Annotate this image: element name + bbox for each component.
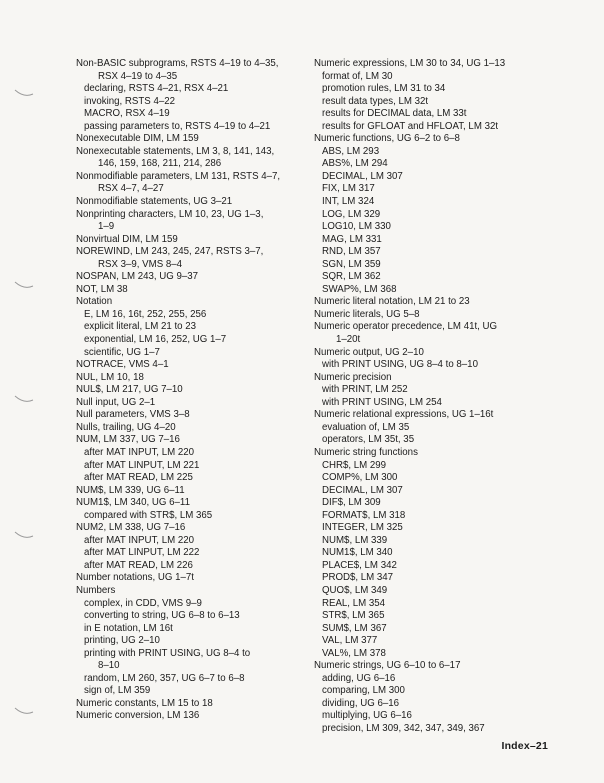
index-entry: Nonprinting characters, LM 10, 23, UG 1–3, [76,208,264,220]
index-subentry: INTEGER, LM 325 [322,522,403,534]
index-subentry: after MAT INPUT, LM 220 [84,534,195,546]
index-subentry: ABS%, LM 294 [322,158,388,170]
index-entry: NOREWIND, LM 243, 245, 247, RSTS 3–7, [76,246,264,258]
index-subentry: LOG10, LM 330 [322,221,391,233]
index-entry: Number notations, UG 1–7t [76,572,194,584]
index-subentry: sign of, LM 359 [84,685,151,697]
margin-mark [14,280,34,292]
index-subentry: VAL, LM 377 [322,635,378,647]
index-entry: NUL$, LM 217, UG 7–10 [76,384,183,396]
index-entry: Numeric expressions, LM 30 to 34, UG 1–13 [314,58,506,69]
index-subentry: with PRINT USING, LM 254 [322,396,442,408]
index-subentry: with PRINT USING, UG 8–4 to 8–10 [322,359,478,371]
index-entry: Numbers [76,584,116,596]
index-entry: Null parameters, VMS 3–8 [76,409,190,421]
index-entry: Nonexecutable statements, LM 3, 8, 141, 143, [76,145,275,157]
index-subentry: CHR$, LM 299 [322,459,387,471]
index-subentry: SUM$, LM 367 [322,622,387,634]
index-entry: Non-BASIC subprograms, RSTS 4–19 to 4–35, [76,58,279,69]
index-subentry: after MAT INPUT, LM 220 [84,446,195,458]
index-subentry: NUM1$, LM 340 [322,547,393,559]
index-subentry: DECIMAL, LM 307 [322,484,403,496]
index-entry: Numeric precision [314,371,392,383]
index-entry: Numeric operator precedence, LM 41t, UG [314,321,498,333]
index-entry: NUM1$, LM 340, UG 6–11 [76,497,190,509]
index-subentry: after MAT READ, LM 226 [84,559,193,571]
index-subentry: with PRINT, LM 252 [322,384,408,396]
margin-mark [14,88,34,100]
index-subentry: evaluation of, LM 35 [322,421,410,433]
index-subentry: 8–10 [98,660,120,672]
index-entry: NUM, LM 337, UG 7–16 [76,434,180,446]
index-subentry: DIF$, LM 309 [322,497,381,509]
index-entry: NUL, LM 10, 18 [76,371,144,383]
index-subentry: after MAT LINPUT, LM 222 [84,547,200,559]
index-subentry: MACRO, RSX 4–19 [84,108,170,120]
index-subentry: LOG, LM 329 [322,208,381,220]
index-entry: NUM2, LM 338, UG 7–16 [76,522,186,534]
index-subentry: RSX 3–9, VMS 8–4 [98,258,183,270]
index-subentry: SQR, LM 362 [322,271,381,283]
index-subentry: dividing, UG 6–16 [322,697,400,709]
index-entry: NOT, LM 38 [76,283,128,295]
index-subentry: STR$, LM 365 [322,610,385,622]
index-subentry: converting to string, UG 6–8 to 6–13 [84,610,240,622]
index-subentry: printing, UG 2–10 [84,635,160,647]
index-subentry: INT, LM 324 [322,196,375,208]
index-entry: Numeric functions, UG 6–2 to 6–8 [314,133,460,145]
index-subentry: FORMAT$, LM 318 [322,509,406,521]
index-subentry: PROD$, LM 347 [322,572,394,584]
index-subentry: SWAP%, LM 368 [322,283,397,295]
index-entry: Numeric literals, UG 5–8 [314,308,420,320]
index-subentry: COMP%, LM 300 [322,472,398,484]
index-entry: Numeric string functions [314,446,418,458]
index-entry: Notation [76,296,113,308]
index-entry: Numeric conversion, LM 136 [76,710,200,722]
index-subentry: complex, in CDD, VMS 9–9 [84,597,202,609]
page-number: Index–21 [501,740,548,752]
index-subentry: printing with PRINT USING, UG 8–4 to [84,647,251,659]
index-subentry: results for GFLOAT and HFLOAT, LM 32t [322,120,499,132]
index-subentry: FIX, LM 317 [322,183,375,195]
index-subentry: E, LM 16, 16t, 252, 255, 256 [84,308,207,320]
index-subentry: after MAT READ, LM 225 [84,472,193,484]
index-subentry: precision, LM 309, 342, 347, 349, 367 [322,722,485,734]
index-subentry: REAL, LM 354 [322,597,386,609]
index-entry: Numeric constants, LM 15 to 18 [76,697,213,709]
index-subentry: adding, UG 6–16 [322,672,396,684]
index-subentry: declaring, RSTS 4–21, RSX 4–21 [84,83,229,95]
index-subentry: NUM$, LM 339 [322,534,388,546]
index-entry: Numeric output, UG 2–10 [314,346,424,358]
index-entry: Numeric relational expressions, UG 1–16t [314,409,494,421]
index-subentry: RSX 4–19 to 4–35 [98,70,178,82]
index-subentry: compared with STR$, LM 365 [84,509,213,521]
index-subentry: random, LM 260, 357, UG 6–7 to 6–8 [84,672,245,684]
index-subentry: MAG, LM 331 [322,233,382,245]
index-entry: Nulls, trailing, UG 4–20 [76,421,176,433]
margin-mark [14,706,34,718]
index-subentry: multiplying, UG 6–16 [322,710,412,722]
index-entry: Nonvirtual DIM, LM 159 [76,233,178,245]
index-entry: Nonmodifiable parameters, LM 131, RSTS 4–7, [76,170,281,182]
index-subentry: passing parameters to, RSTS 4–19 to 4–21 [84,120,271,132]
index-subentry: operators, LM 35t, 35 [322,434,415,446]
index-subentry: invoking, RSTS 4–22 [84,95,176,107]
index-subentry: result data types, LM 32t [322,95,429,107]
index-column-right [314,58,564,736]
index-subentry: 1–9 [98,221,115,233]
index-subentry: format of, LM 30 [322,70,393,82]
index-subentry: ABS, LM 293 [322,145,380,157]
index-entry: Null input, UG 2–1 [76,396,156,408]
index-entry: NUM$, LM 339, UG 6–11 [76,484,185,496]
index-subentry: in E notation, LM 16t [84,622,173,634]
index-entry: NOTRACE, VMS 4–1 [76,359,169,371]
index-subentry: SGN, LM 359 [322,258,381,270]
index-subentry: scientific, UG 1–7 [84,346,160,358]
index-subentry: comparing, LM 300 [322,685,405,697]
index-entry: Nonexecutable DIM, LM 159 [76,133,199,145]
index-column-left [76,58,308,723]
index-subentry: PLACE$, LM 342 [322,559,397,571]
index-subentry: results for DECIMAL data, LM 33t [322,108,467,120]
index-entry: Numeric strings, UG 6–10 to 6–17 [314,660,461,672]
index-subentry: exponential, LM 16, 252, UG 1–7 [84,334,227,346]
index-subentry: explicit literal, LM 21 to 23 [84,321,196,333]
index-subentry: DECIMAL, LM 307 [322,170,403,182]
index-entry: NOSPAN, LM 243, UG 9–37 [76,271,199,283]
index-subentry: after MAT LINPUT, LM 221 [84,459,200,471]
index-entry: Nonmodifiable statements, UG 3–21 [76,196,233,208]
index-subentry: QUO$, LM 349 [322,584,388,596]
index-subentry: 1–20t [336,334,361,346]
margin-mark [14,394,34,406]
index-subentry: RSX 4–7, 4–27 [98,183,164,195]
index-subentry: RND, LM 357 [322,246,381,258]
index-subentry: promotion rules, LM 31 to 34 [322,83,446,95]
index-entry: Numeric literal notation, LM 21 to 23 [314,296,470,308]
index-subentry: VAL%, LM 378 [322,647,386,659]
margin-mark [14,530,34,542]
index-subentry: 146, 159, 168, 211, 214, 286 [98,158,222,170]
